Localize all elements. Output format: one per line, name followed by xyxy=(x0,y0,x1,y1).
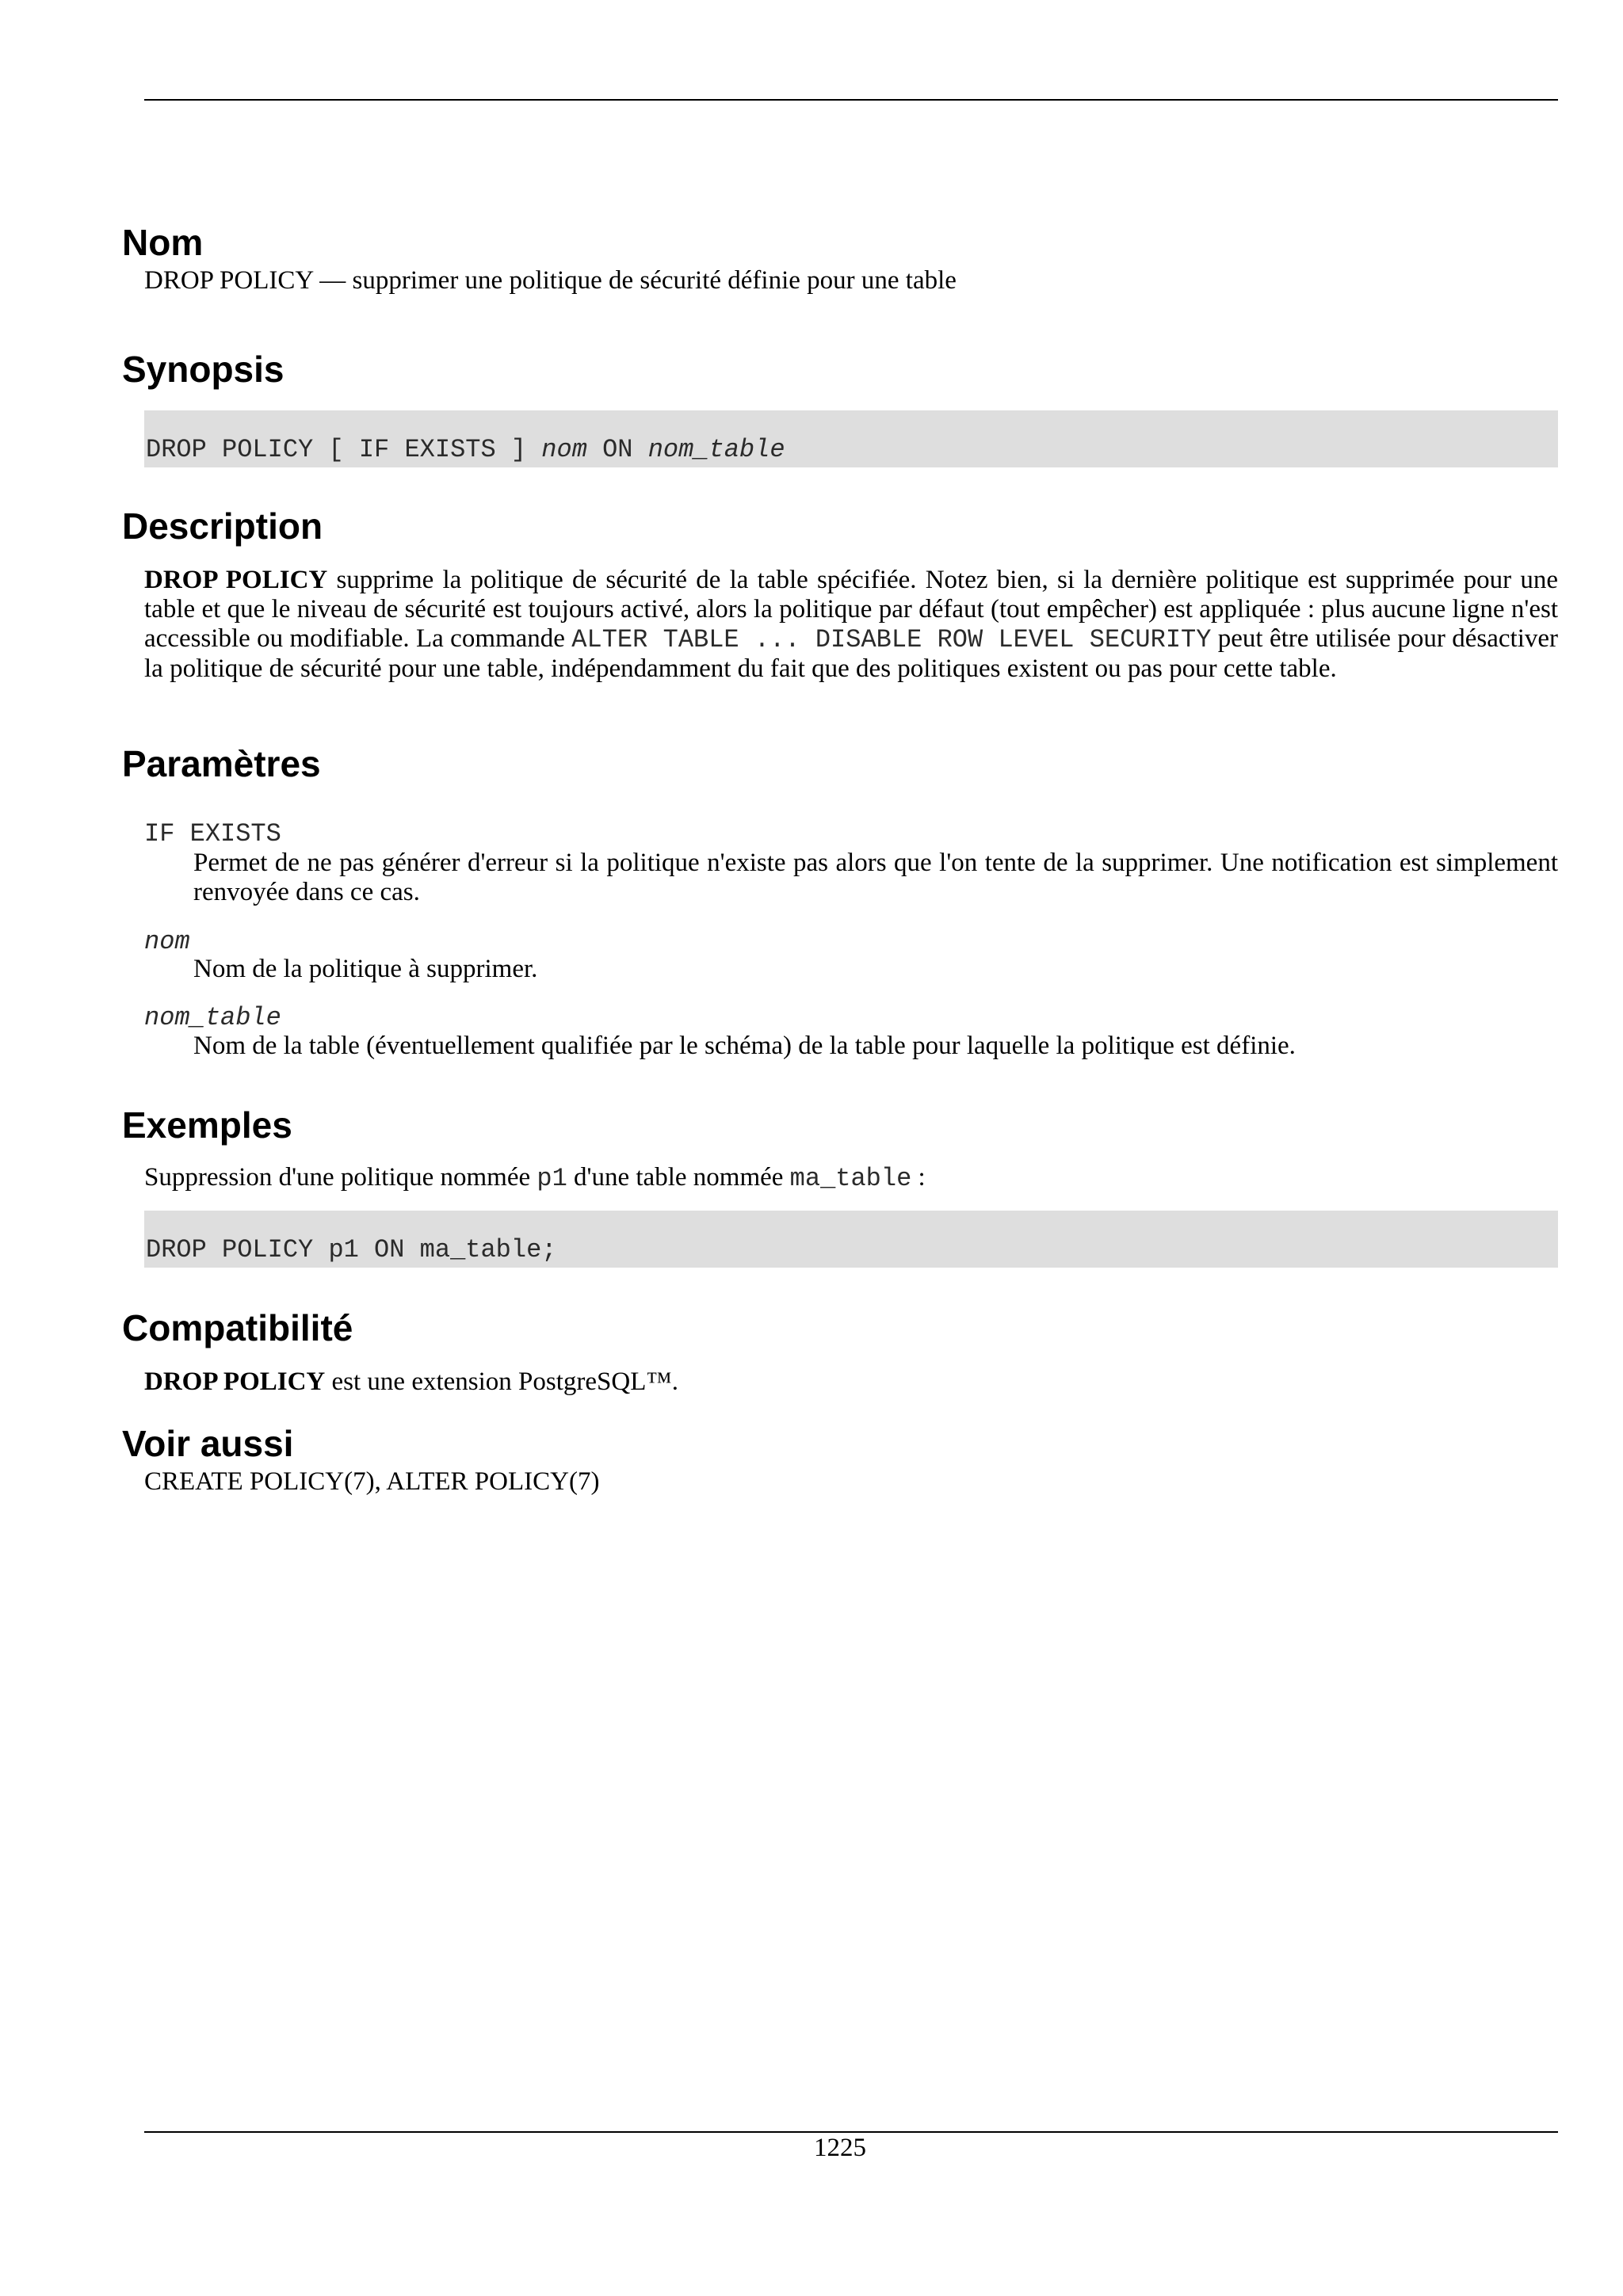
section-heading-synopsis: Synopsis xyxy=(122,349,285,390)
description-text-part2: peut être utilisée pour désactiver la politique de sécurité pour une table, indépendamment du fait que des politiques existent ou pas pour cette table. xyxy=(144,624,1559,683)
compatibilite-rest: est une extension PostgreSQL™. xyxy=(325,1367,678,1396)
section-heading-exemples: Exemples xyxy=(122,1104,292,1146)
section-heading-description: Description xyxy=(122,505,323,547)
exemples-code-block xyxy=(144,1211,1558,1268)
compatibilite-text xyxy=(144,1367,678,1397)
param-term-nom-table: nom_table xyxy=(144,1003,281,1032)
param-desc-nom: Nom de la politique à supprimer. xyxy=(193,955,538,983)
exemples-intro-code-p1: p1 xyxy=(537,1164,567,1193)
description-code-fragment: ALTER TABLE ... DISABLE ROW LEVEL SECURITY xyxy=(571,625,1212,654)
synopsis-code-arg-nom-table: nom_table xyxy=(647,435,785,464)
description-text-part1: supprime la politique de sécurité de la table spécifiée. Notez bien, si la dernière politique est supprimée pour une table et que le niveau de sécurité est toujours activé, alors la politique par défaut (tout empêcher) est appliquée : plus aucune ligne n'est accessible ou modifiable. La commande xyxy=(144,566,1558,653)
param-term-nom: nom xyxy=(144,927,190,956)
exemples-intro xyxy=(144,1163,926,1193)
exemples-intro-part3: : xyxy=(911,1163,926,1192)
header-rule xyxy=(144,99,1558,101)
section-heading-compatibilite: Compatibilité xyxy=(122,1307,353,1348)
exemples-intro-part2: d'une table nommée xyxy=(567,1163,790,1192)
param-desc-if-exists: Permet de ne pas générer d'erreur si la politique n'existe pas alors que l'on tente de la supprimer. Une notification est simplement renvoyée dans ce cas. xyxy=(193,849,1558,906)
footer-rule xyxy=(144,2131,1558,2133)
compatibilite-bold-command: DROP POLICY xyxy=(144,1367,326,1396)
exemples-intro-part1: Suppression d'une politique nommée xyxy=(144,1163,537,1192)
param-term-if-exists: IF EXISTS xyxy=(144,819,281,849)
synopsis-code-on: ON xyxy=(586,435,648,464)
section-heading-voir-aussi: Voir aussi xyxy=(122,1423,294,1464)
exemples-code-line: DROP POLICY p1 ON ma_table; xyxy=(146,1235,557,1264)
synopsis-code-arg-nom: nom xyxy=(541,435,587,464)
section-heading-parametres: Paramètres xyxy=(122,743,321,784)
description-paragraph xyxy=(144,566,1558,684)
description-bold-command: DROP POLICY xyxy=(144,566,328,594)
nom-text: DROP POLICY — supprimer une politique de sécurité définie pour une table xyxy=(144,266,957,295)
section-heading-nom: Nom xyxy=(122,222,204,263)
synopsis-code-prefix: DROP POLICY [ IF EXISTS ] xyxy=(146,435,542,464)
param-desc-nom-table: Nom de la table (éventuellement qualifiée par le schéma) de la table pour laquelle la politique est définie. xyxy=(193,1032,1296,1060)
page-number: 1225 xyxy=(814,2134,866,2162)
synopsis-code-block xyxy=(144,410,1558,467)
voir-aussi-text: CREATE POLICY(7), ALTER POLICY(7) xyxy=(144,1467,600,1496)
exemples-intro-code-ma-table: ma_table xyxy=(789,1164,912,1193)
